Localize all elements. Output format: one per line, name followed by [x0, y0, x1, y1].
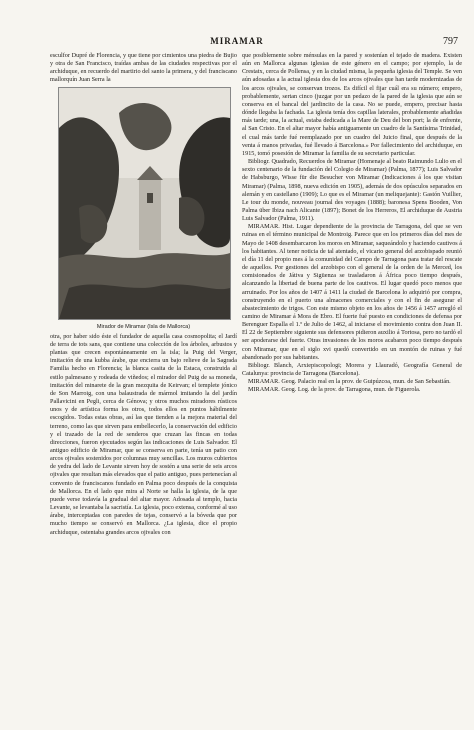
photo-image — [58, 87, 231, 320]
right-column — [242, 52, 462, 722]
right-paragraph-entry-history: MIRAMAR. Hist. Lugar dependiente de la provincia de Tarragona, del que se ven ruinas en el término municipal de Montroig. Parece que en los primeros días del mes de Mayo de 1408 desembarcaron los moros en Miramar, saqueándolo y haciendo cautivos á los habitantes. Al tener noticia de tal atentado, el vicario general del arzobispado reunió el día 11 del propio mes á la comunidad del Campo de Tarragona para tratar del rescate de aquellos. Por gestiones del arzobispo con el general de la orden de la Merced, los comisionados de Játiva y Sigüenza se trasladaron á África poco tiempo después, alcanzando la libertad de buena parte de los cautivos. El lugar quedó poco menos que arruinado. Por los años de 1407 á 1411 la ciudad de Barcelona lo adquirió por compra, construyendo en el puerto una almacenes comerciales y con el fin de asegurar el abastecimiento de trigos. Con este mismo objeto en los años de 1456 á 1457 arregló el camino de Miramar á Mora de Ebro. El fuerte fué puesto en condiciones de defensa por Berenguer Espalla el 1.º de Julio de 1462, al iniciarse el movimiento contra don Juan II. El 22 de Septiembre siguiente sus defensores pidieron auxilio á Tortosa, pero no tardó el ser apoderarse del fuerte. Otras invasiones de los moros acabaron poco tiempo después con Miramar, que en el siglo xvi quedó convertido en un montón de ruinas y fué abandonado por sus habitantes. — [242, 223, 462, 361]
right-paragraph-entry-geog-1: MIRAMAR. Geog. Palacio real en la prov. de Guipúzcoa, mun. de San Sebastián. — [248, 378, 451, 386]
running-header — [0, 36, 474, 48]
photo-figure — [50, 87, 237, 331]
left-column-body-text: otra, por haber sido éste el fundador de aquella casa cosmopolita; el Jardí de terra de tots sans, que contiene una colección de los árboles, arbustos y plantas que crecen espontáneamente en la isla; la Puig del Verger, imitación de una kubba árabe, que encierra un bajo relieve de la Sagrada Familia hecho en Florencia; la blanca casita de la Estaca, construida al estilo palmesano y rodeada de viñedos; el mirador del Puig de sa moneda, imitación del minarete de la gran mezquita de Keirvan; el templete jónico de Son Marroig, con una balaustrada de mármol imitando la del jardín Pallavicini en Pegli, cerca de Génova; y otros muchos miradores rústicos unos y de artística forma los otros, todos ellos en puntos hábilmente escogidos. Todas estas obras, así las que tienden a la mejora material del terreno, como las que sirven para embellecerlo, la conservación del edificio y el trazado de la red de senderos que cruzan las fincas en todas direcciones, fueron ejecutados según las indicaciones de Luis Salvador. El antiguo edificio de Miramar, que se conserva en parte, tenía un patio con arcos ojivales sostenidos por columnas muy sencillas. Los muros cubiertos de yedra del lado de Levante sirven hoy de sostén a una serie de seis arcos ojivales que resultan más elevados que el patio antiguo, pues pertenecían al convento de franciscanos fundado en Palma poco después de la conquista de Mallorca. En el lado que mira al Norte se halla la iglesia, de la que puede verse todavía la gradual del altar mayor. Adosada al templo, hacia Levante, se levantaba la sacristía. La iglesia, poco extensa, conformé al uso árabe, interceptadas con paredes de tejas, conservó a la bóveda que por mucho tiempo se conservó en Mallorca. ¿La iglesia, dice el propio archiduque, ostentaba grandes arcos ojivales con — [50, 332, 237, 536]
photo-caption: Mirador de Miramar (Isla de Mallorca) — [96, 323, 191, 330]
running-title: MIRAMAR — [210, 36, 264, 46]
left-column — [50, 52, 237, 722]
page-number: 797 — [443, 36, 458, 47]
right-paragraph-history: que posiblemente sobre ménsulas en la pared y sostenían el tejado de madera. Existen aún en Mallorca algunas iglesias de este género en el campo; por ejemplo, la de Crestatx, cerca de Pollensa, y en la ciudad misma, la pequeña iglesia del Temple. Se ven aún adosadas a la actual iglesia dos de los arcos ojivales que han tarde modernizadas de los arcos ojivales, se conservan trozos. Es difícil el fijar cuál era su número; empero, probablemente, sertan cinco (juzgar por un pedazo de la pared de la iglesia que aún se conserva en el bancal del jardincito de la casa. No se puede, empero, precisar hasta dónde llegaba la fachada. La iglesia tenía dos capillas laterales, probablemente añadidas más tarde; una, la actual, estaba dedicada a la Mare de Deu del bon port; la de enfrente, al San Cristo. En el altar mayor había antiguamente un cuadro de la Santísima Trinidad, el cual más tarde fué reemplazado por un cuadro del Juicio final, que después de la venta á manos privadas, fué llevado á Barcelona.» Por fallecimiento del archiduque, en 1915, tomó posesión de Miramar la familia de su secretario particular. — [242, 52, 462, 157]
right-paragraph-entry-geog-2: MIRAMAR. Geog. Log. de la prov. de Tarragona, mun. de Figuerola. — [248, 386, 421, 394]
left-column-top-text: esculfor Dupré de Florencia, y que tiene por cimientos una piedra de Bujio y otra de San Francisco, traídas ambas de las ciudades respectivas por el archiduque, en recuerdo del martirio del santo la primera, y del franciscano mallorquín Juan Serra la — [50, 52, 237, 84]
right-paragraph-bibliography-1: Bibliogr. Quadrado, Recuerdos de Miramar (Homenaje al beato Raimundo Lulio en el sexto centenario de la fundación del Colegio de Miramar) (Palma, 1877); Luis Salvador de Habsburgo, Wisse für die Besucher von Miramar (Indicaciones á los que visitan Miramar) (Palma, 1898, nueva edición en 1905), además de dos opúsculos separados en alemán y en castellano (1909); Lo que es el Miramar (un meliquejante): Gastón Vuillier, Le tour du monde, nouveau journal des voyages (1888); baronesa Spens Booden, Von Palma über Ibiza nach Alicante (1897); Bonet de los Herreros, El archiduque de Austria Luis Salvador (Palma, 1911). — [242, 158, 462, 223]
right-paragraph-bibliography-2: Bibliogr. Blanch, Arxiepiscopologi; Morera y Llauradó, Geografía General de Catalunya: provincia de Tarragona (Barcelona). — [242, 361, 462, 378]
